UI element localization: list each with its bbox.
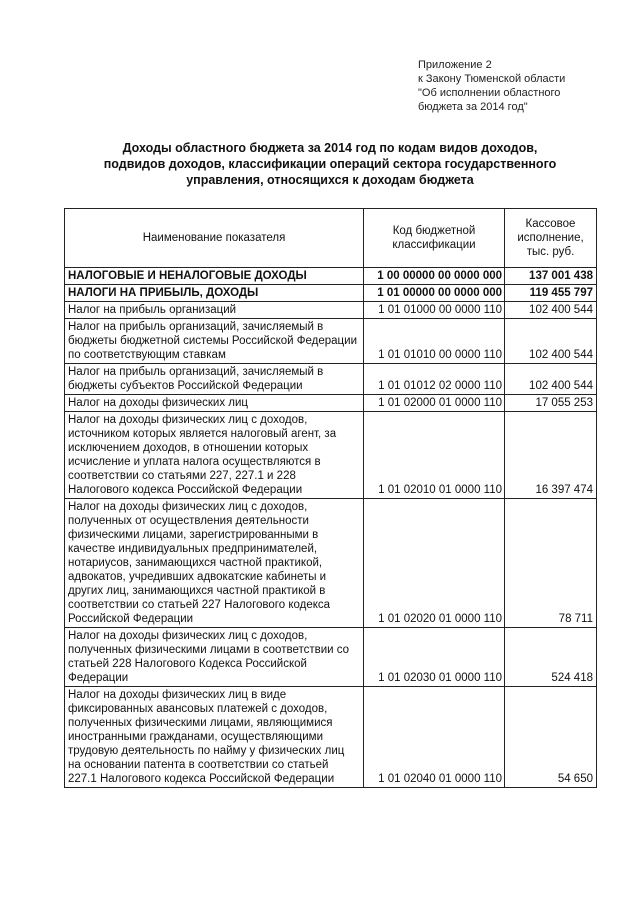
- table-header-row: [65, 209, 597, 268]
- table-row: [65, 499, 597, 628]
- row-amount: 17 055 253: [505, 395, 597, 412]
- row-amount: 119 455 797: [505, 285, 597, 302]
- row-code: 1 00 00000 00 0000 000: [364, 268, 505, 285]
- row-name: Налог на доходы физических лиц: [65, 395, 364, 412]
- row-name: Налог на доходы физических лиц в виде фиксированных авансовых платежей с доходов, полученных физическими лицами, являющимися иностранными гражданами, осуществляющими трудовую деятельность по найму у физических лиц на основании патента в соответствии со статьей 227.1 Налогового кодекса Российской Федерации: [65, 687, 364, 788]
- title-line: Доходы областного бюджета за 2014 год по кодам видов доходов,: [122, 141, 538, 155]
- table-row: [65, 395, 597, 412]
- row-code: 1 01 01000 00 0000 110: [364, 302, 505, 319]
- table-row: [65, 302, 597, 319]
- row-name: Налог на доходы физических лиц с доходов, полученных физическими лицами в соответствии со статьей 228 Налогового Кодекса Российской Федерации: [65, 628, 364, 687]
- document-title: [70, 140, 590, 188]
- row-amount: 102 400 544: [505, 364, 597, 395]
- appendix-line: к Закону Тюменской области: [418, 73, 566, 85]
- table-row: [65, 364, 597, 395]
- row-code: 1 01 02020 01 0000 110: [364, 499, 505, 628]
- row-name: Налог на доходы физических лиц с доходов, источником которых является налоговый агент, за исключением доходов, в отношении которых исчисление и уплата налога осуществляются в соответствии со статьями 227, 227.1 и 228 Налогового кодекса Российской Федерации: [65, 412, 364, 499]
- row-amount: 137 001 438: [505, 268, 597, 285]
- row-amount: 102 400 544: [505, 319, 597, 364]
- header-amount: Кассовое исполнение, тыс. руб.: [505, 209, 597, 268]
- title-line: подвидов доходов, классификации операций сектора государственного: [103, 157, 557, 171]
- row-code: 1 01 02030 01 0000 110: [364, 628, 505, 687]
- row-name: Налог на прибыль организаций, зачисляемый в бюджеты бюджетной системы Российской Федерации по соответствующим ставкам: [65, 319, 364, 364]
- table-row: [65, 268, 597, 285]
- row-amount: 54 650: [505, 687, 597, 788]
- title-line: управления, относящихся к доходам бюджета: [186, 173, 474, 187]
- row-code: 1 01 02040 01 0000 110: [364, 687, 505, 788]
- header-code: Код бюджетной классификации: [364, 209, 505, 268]
- row-name: Налог на прибыль организаций, зачисляемый в бюджеты субъектов Российской Федерации: [65, 364, 364, 395]
- row-name: Налог на доходы физических лиц с доходов, полученных от осуществления деятельности физическими лицами, зарегистрированными в качестве индивидуальных предпринимателей, нотариусов, занимающихся частной практикой, адвокатов, учредивших адвокатские кабинеты и других лиц, занимающихся частной практикой в соответствии со статьей 227 Налогового кодекса Российской Федерации: [65, 499, 364, 628]
- table-row: [65, 412, 597, 499]
- table-row: [65, 285, 597, 302]
- row-amount: 78 711: [505, 499, 597, 628]
- row-code: 1 01 01010 00 0000 110: [364, 319, 505, 364]
- row-code: 1 01 01012 02 0000 110: [364, 364, 505, 395]
- appendix-note: [418, 58, 565, 114]
- table-row: [65, 687, 597, 788]
- row-name: Налог на прибыль организаций: [65, 302, 364, 319]
- row-code: 1 01 02010 01 0000 110: [364, 412, 505, 499]
- row-amount: 16 397 474: [505, 412, 597, 499]
- revenue-table: [64, 208, 597, 788]
- row-code: 1 01 00000 00 0000 000: [364, 285, 505, 302]
- table-row: [65, 319, 597, 364]
- row-name: НАЛОГОВЫЕ И НЕНАЛОГОВЫЕ ДОХОДЫ: [65, 268, 364, 285]
- appendix-line: "Об исполнении областного: [418, 87, 561, 99]
- row-name: НАЛОГИ НА ПРИБЫЛЬ, ДОХОДЫ: [65, 285, 364, 302]
- appendix-line: Приложение 2: [418, 59, 492, 71]
- table-row: [65, 628, 597, 687]
- table-body: [65, 268, 597, 788]
- appendix-line: бюджета за 2014 год": [418, 101, 528, 113]
- row-amount: 102 400 544: [505, 302, 597, 319]
- header-name: Наименование показателя: [65, 209, 364, 268]
- row-amount: 524 418: [505, 628, 597, 687]
- row-code: 1 01 02000 01 0000 110: [364, 395, 505, 412]
